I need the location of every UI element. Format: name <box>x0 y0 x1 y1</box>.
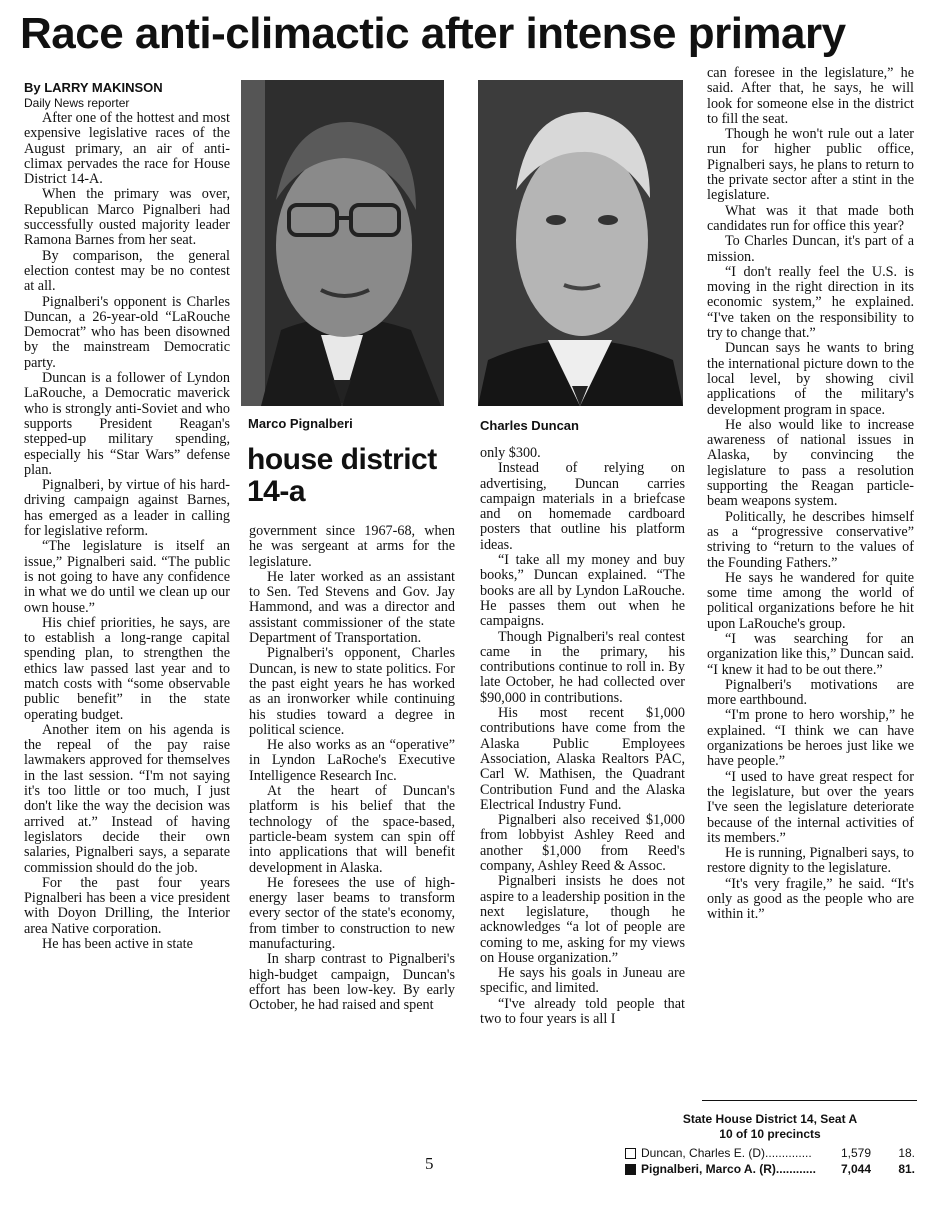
column3-paragraph: “I've already told people that two to four years is all I <box>480 995 685 1027</box>
election-results-box <box>620 1112 920 1177</box>
column1-paragraph: He has been active in state <box>42 936 193 953</box>
column1-paragraph: When the primary was over, Republican Marco Pignalberi had successfully ousted majority leader Ramona Barnes from her seat. <box>24 186 230 249</box>
article-column-1 <box>24 80 230 952</box>
column2-paragraph: government since 1967-68, when he was sergeant at arms for the legislature. <box>249 523 455 570</box>
empty-square-icon <box>625 1148 636 1159</box>
page-number: 5 <box>425 1154 434 1173</box>
column2-paragraph: He also works as an “operative” in Lyndon LaRoche's Executive Intelligence Research Inc. <box>249 737 455 784</box>
column4-paragraph: “I used to have great respect for the legislature, but over the years I've seen the legislature deteriorate because of the internal activities of its members.” <box>707 768 914 846</box>
column4-paragraph: Politically, he describes himself as a “progressive conservative” striving to “return to the values of the Founding Fathers.” <box>707 508 914 571</box>
column4-paragraph: “I don't really feel the U.S. is moving in the right direction in its economic system,” he explained. “I've taken on the responsibility to try to change that.” <box>707 263 914 342</box>
column1-paragraph: Another item on his agenda is the repeal of the pay raise lawmakers approved for themselves in the last session. “I'm not saying it's too little or too much, I just don't like the way the decision was arrived at.” Instead of having legislators decide their own salaries, Pignalberi says, a separate commission should do the job. <box>24 721 230 876</box>
column3-paragraph: His most recent $1,000 contributions have come from the Alaska Public Employees Association, Alaska Realtors PAC, Carl W. Mathisen, the Quadrant Contribution Fund and the Alaska Electrical Industry Fund. <box>480 705 685 813</box>
column1-paragraph: “The legislature is itself an issue,” Pignalberi said. “The public is not going to have any confidence in what we do until we clean up our own house.” <box>24 538 230 616</box>
portrait-right-illustration <box>478 80 683 406</box>
column-end-rule <box>702 1100 917 1101</box>
column4-paragraph: He says he wandered for quite some time among the world of political organizations before he hit upon LaRouche's group. <box>707 569 914 632</box>
column2-paragraph: In sharp contrast to Pignalberi's high-budget campaign, Duncan's effort has been low-key. By early October, he had raised and spent <box>249 951 455 1014</box>
results-row <box>625 1145 920 1161</box>
candidate-votes: 7,044 <box>841 1162 872 1176</box>
results-row <box>625 1161 920 1177</box>
column2-paragraph: Pignalberi's opponent, Charles Duncan, is new to state politics. For the past eight years he has worked as an ironworker while continuing his studies toward a degree in political science. <box>249 645 455 738</box>
column1-paragraph: Duncan is a follower of Lyndon LaRouche, a Democratic maverick who is strongly anti-Soviet and who supports President Reagan's stepped-up military spending, especially his “Star Wars” defense plan. <box>24 370 230 478</box>
column3-paragraph: “I take all my money and buy books,” Duncan explained. “The books are all by Lyndon LaRouche. He passes them out when he campaigns. <box>480 552 685 630</box>
column3-paragraph: Though Pignalberi's real contest came in the primary, his contributions continue to roll in. By late October, he had collected over $90,000 in contributions. <box>480 628 685 706</box>
column4-paragraph: He is running, Pignalberi says, to restore dignity to the legislature. <box>707 845 914 877</box>
column1-paragraph: By comparison, the general election contest may be no contest at all. <box>24 247 230 295</box>
column2-paragraph: At the heart of Duncan's platform is his belief that the technology of the space-based, particle-beam system can spin off into applications that will benefit development in Alaska. <box>249 783 455 876</box>
column3-paragraph: Pignalberi insists he does not aspire to a leadership position in the next legislature, though he acknowledges “a lot of people are coming to me, asking for my views on House organization.” <box>480 873 685 966</box>
results-title: State House District 14, Seat A <box>682 1112 858 1126</box>
column1-paragraph: Pignalberi, by virtue of his hard-driving campaign against Barnes, has emerged as a leader in calling for legislative reform. <box>24 477 230 540</box>
column1-paragraph: His chief priorities, he says, are to establish a long-range capital spending plan, to strengthen the ethics law passed last year and to match costs with “some observable public benefit” in the state operating budget. <box>24 614 230 723</box>
section-heading: house district 14-a <box>247 443 437 508</box>
column-2-body <box>249 524 455 1014</box>
column4-paragraph: Duncan says he wants to bring the international picture down to the local level, by showing civil applications of the military's development program in space. <box>707 340 914 418</box>
photo-charles-duncan <box>478 80 683 406</box>
column4-paragraph: can foresee in the legislature,” he said. After that, he says, he will look for someone else in the district to fill the seat. <box>707 65 914 127</box>
reporter-title: Daily News reporter <box>24 96 130 110</box>
candidate-votes: 1,579 <box>841 1146 872 1160</box>
column3-paragraph: He says his goals in Juneau are specific, and limited. <box>480 965 685 997</box>
photo-marco-pignalberi <box>241 80 444 406</box>
column3-paragraph: only $300. <box>480 445 541 461</box>
filled-square-icon <box>625 1164 636 1175</box>
candidate-percent: 81. <box>898 1162 915 1176</box>
column4-paragraph: To Charles Duncan, it's part of a mission. <box>707 233 914 265</box>
column1-paragraph: Pignalberi's opponent is Charles Duncan, a 26-year-old “LaRouche Democrat” who has been disowned by the mainstream Democratic party. <box>24 293 230 371</box>
column4-paragraph: Pignalberi's motivations are more earthbound. <box>707 676 914 709</box>
caption-marco-pignalberi: Marco Pignalberi <box>248 416 353 431</box>
caption-charles-duncan: Charles Duncan <box>480 418 579 433</box>
results-precincts: 10 of 10 precincts <box>719 1127 821 1141</box>
portrait-left-illustration <box>241 80 444 406</box>
column4-paragraph: What was it that made both candidates run for office this year? <box>707 202 914 234</box>
column4-paragraph: “I'm prone to hero worship,” he explained. “I think we can have organizations be heroes just like we have people.” <box>707 707 914 770</box>
column3-paragraph: Instead of relying on advertising, Duncan carries campaign materials in a briefcase and on homemade cardboard posters that outline his platform ideas. <box>480 460 685 553</box>
candidate-name: Duncan, Charles E. (D).............. <box>641 1146 812 1160</box>
results-rows <box>620 1145 920 1177</box>
candidate-percent: 18. <box>898 1146 915 1160</box>
column1-paragraph: After one of the hottest and most expensive legislative races of the August primary, an air of anti-climax pervades the race for House District 14-A. <box>24 110 230 188</box>
column4-paragraph: “It's very fragile,” he said. “It's only as good as the people who are within it.” <box>707 875 914 923</box>
column-3-body <box>480 446 685 1027</box>
column2-paragraph: He later worked as an assistant to Sen. Ted Stevens and Gov. Jay Hammond, and was a director and assistant commissioner of the state Department of Transportation. <box>249 568 455 647</box>
column3-paragraph: Pignalberi also received $1,000 from lobbyist Ashley Reed and another $1,000 from Reed's company, Ashley Reed & Assoc. <box>480 812 685 875</box>
headline: Race anti-climactic after intense primary <box>20 9 846 58</box>
article-column-2 <box>249 524 455 1014</box>
byline: By LARRY MAKINSON <box>24 80 163 95</box>
article-column-3 <box>480 446 685 1027</box>
column4-paragraph: “I was searching for an organization like this,” Duncan said. “I knew it had to be out there.” <box>707 630 914 678</box>
column-1-body <box>24 111 230 952</box>
column2-paragraph: He foresees the use of high-energy laser beams to transform every sector of the state's economy, from timber to construction to new manufacturing. <box>249 874 455 953</box>
article-column-4 <box>707 66 914 923</box>
column1-paragraph: For the past four years Pignalberi has been a vice president with Doyon Drilling, the Interior area Native corporation. <box>24 874 230 937</box>
column-4-body <box>707 66 914 923</box>
column4-paragraph: He also would like to increase awareness of national issues in Alaska, by convincing the legislature to pass a resolution supporting the Reagan particle-beam weapons system. <box>707 416 914 510</box>
column4-paragraph: Though he won't rule out a later run for higher public office, Pignalberi says, he plans to return to the private sector after a stint in the legislature. <box>707 126 914 204</box>
candidate-name: Pignalberi, Marco A. (R)............ <box>641 1162 816 1176</box>
